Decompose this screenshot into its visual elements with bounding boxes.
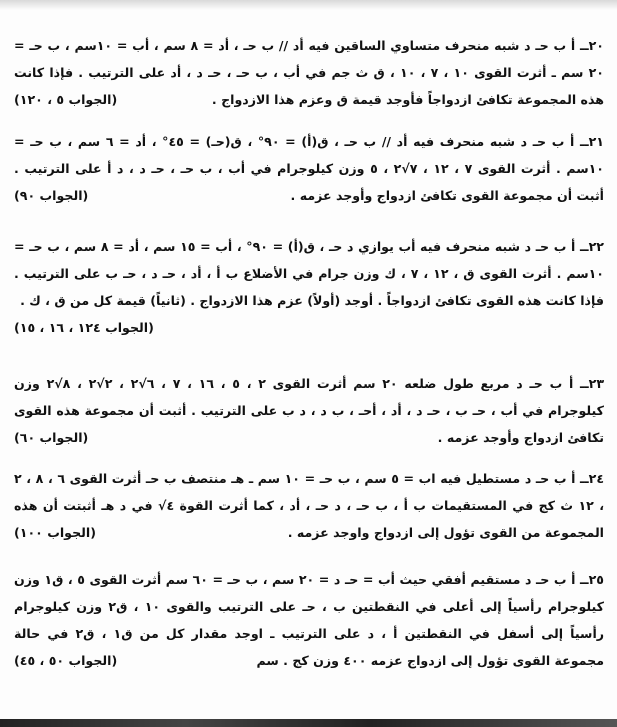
problem-text: أ ب حـ د شبه منحرف فيه أب يوازي د حـ ، ق(أ) = ٩٠° ، أب = ١٥ سم ، أد = ٨ سم ، ب حـ = ١٠سم . أثرت القوى ق ، ١٢ ، ٧ ، ك وزن جرام في الأضلاع ب أ ، أد ، حـ د ، حـ ب على الترتيب . فإذا كانت هذه القوى تكافئ ازدواجاً . أوجد (أولاً) عزم هذا الازدواج . (ثانياً) قيمة كل من ق ، ك .: [14, 239, 604, 308]
problem-number: ٢٤ــ: [580, 471, 605, 486]
problem-number: ٢٥ــ: [580, 572, 604, 587]
problem-text: أ ب حـ د مستقيم أفقي حيث أب = حـ د = ٢٠ سم ، ب حـ = ٦٠ سم أثرت القوى ٥ ، ق١ وزن كيلوجرام رأسياً إلى أعلى في النقطتين ب ، حـ على الترتيب والقوى ١٠ ، ق٢ وزن كيلوجرام رأسياً إلى أسفل في النقطتين أ ، د على الترتيب ـ اوجد مقدار كل من ق١ ، ق٢ في حالة مجموعة القوى تؤول إلى ازدواج عزمه ٤٠٠ وزن كج . سم: [14, 572, 605, 668]
problem-21: [14, 128, 604, 209]
problem-20: [14, 32, 604, 113]
scan-bottom-edge: [0, 719, 617, 727]
problem-24: [14, 465, 604, 546]
problem-22: [14, 233, 604, 341]
problem-25: [14, 566, 604, 674]
problem-number: ٢١ــ: [580, 134, 604, 149]
problem-number: ٢٣ــ: [580, 376, 605, 391]
problem-text: أ ب حـ د مربع طول ضلعه ٢٠ سم أثرت القوى ٢ ، ٥ ، ١٦ ، ٧ ، ٦√٢ ، ٢√٢ ، ٨√٢ وزن كيلوجرام في أب ، حـ ب ، حـ د ، أد ، أحـ ، ب د ، د ب على الترتيب . أثبت أن مجموعة هذه القوى تكافئ ازدواج وأوجد عزمه .: [14, 376, 604, 445]
problem-number: ٢٢ــ: [580, 239, 604, 254]
problem-answer: (الجواب ٦٠): [14, 430, 89, 445]
problem-answer: (الجواب ٥ ، ١٢٠): [14, 92, 118, 107]
problem-text: أ ب حـ د مستطيل فيه اب = ٥ سم ، ب حـ = ١٠ سم ـ هـ منتصف ب حـ أثرت القوى ٦ ، ٨ ، ٢ ، ١٢ ث كج في المستقيمات ب أ ، ب حـ ، د حـ ، أد ، كما أثرت القوة ٤√ في د هـ أثبتت أن هذه المجموعة من القوى تؤول إلى ازدواج واوجد عزمه .: [14, 471, 605, 540]
problem-answer: (الجواب ٥٠ ، ٤٥): [14, 653, 118, 668]
problem-text: أ ب حـ د شبه منحرف فيه أد // ب حـ ، ق(أ) = ٩٠° ، ق(حـ) = ٤٥° ، أد = ٦ سم ، ب حـ = ١٠سم . أثرت القوى ٧ ، ١٢ ، ٧√٢ ، ٥ وزن كيلوجرام في أب ، ب حـ ، حـ د ، د أ على الترتيب . أثبت أن مجموعة القوى تكافئ ازدواج وأوجد عزمه .: [14, 134, 604, 203]
problem-answer: (الجواب ٩٠): [14, 188, 89, 203]
problem-answer: (الجواب ١٢٤ ، ١٦ ، ١٥): [14, 320, 154, 335]
problem-23: [14, 370, 604, 451]
problem-number: ٢٠ــ: [580, 38, 604, 53]
scan-top-edge: [0, 0, 617, 10]
problem-text: أ ب حـ د شبه منحرف متساوي الساقين فيه أد // ب حـ ، أد = ٨ سم ، أب = ١٠سم ، ب حـ = ٢٠ سم ـ أثرت القوى ١٠ ، ٧ ، ١٠ ، ق ث جم في أب ، ب حـ ، حـ د ، أد على الترتيب . فإذا كانت هذه المجموعة تكافئ ازدواجاً فأوجد قيمة ق وعزم هذا الازدواج .: [14, 38, 604, 107]
problem-answer: (الجواب ١٠٠): [14, 525, 96, 540]
